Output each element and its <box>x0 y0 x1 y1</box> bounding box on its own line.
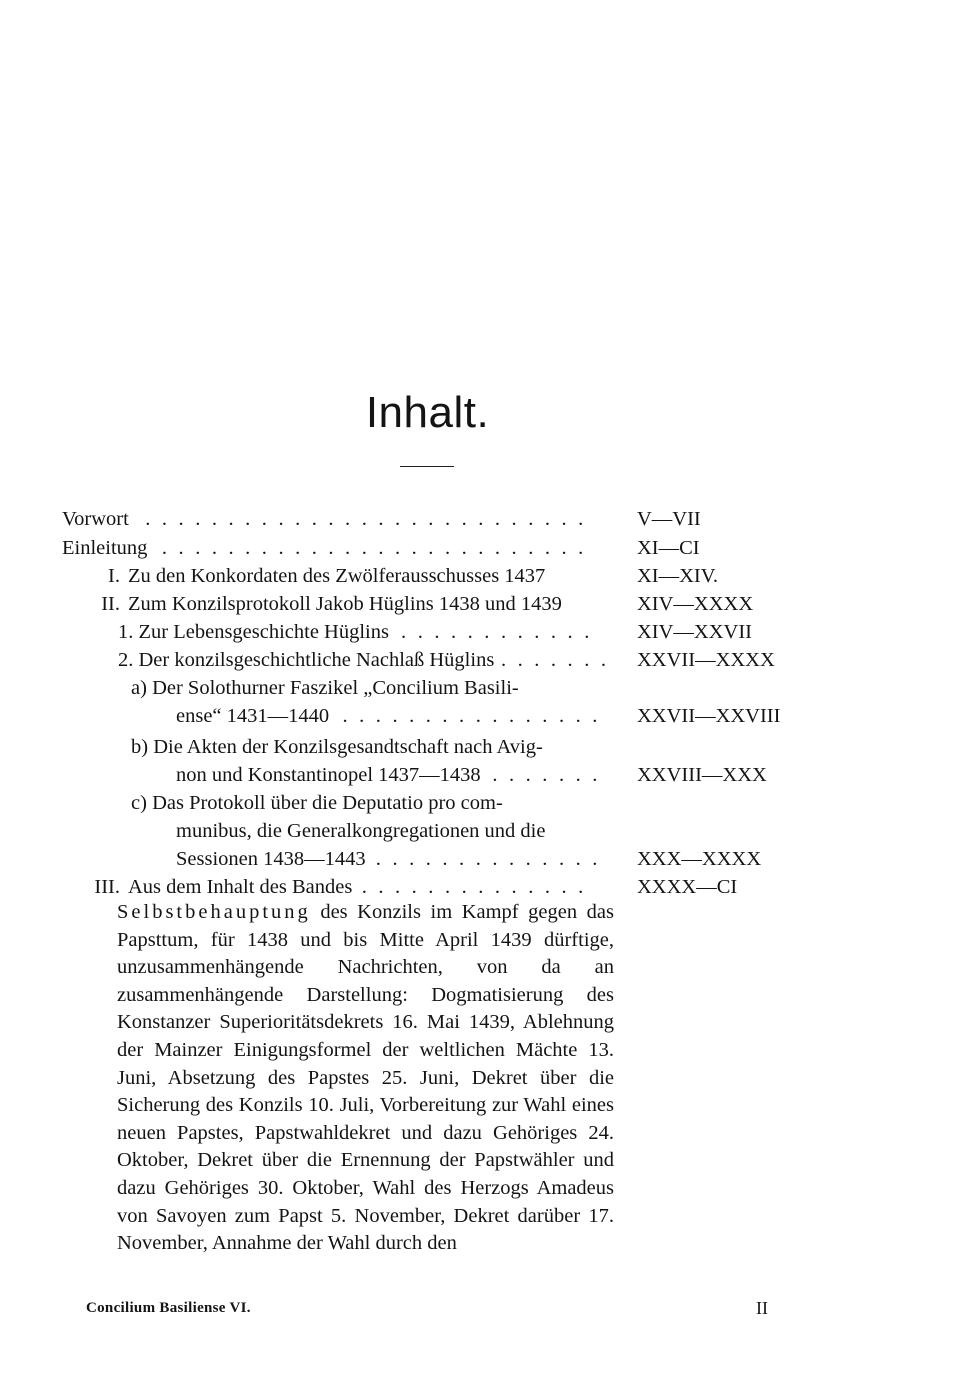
toc-entry-text: Zu den Konkordaten des Zwölferausschusses 1437 <box>128 565 546 587</box>
toc-entry-vorwort <box>62 505 590 533</box>
toc-entry-text: ense“ 1431—1440 <box>176 705 333 727</box>
toc-entry-item-c <box>131 789 621 817</box>
title-rule <box>400 466 454 467</box>
toc-entry-label: Der konzilsgeschichtliche Nachlaß Hüglins <box>138 649 495 671</box>
toc-entry-text <box>118 649 498 671</box>
toc-entry-pages: XXVIII—XXX <box>637 764 767 786</box>
toc-entry-section-3 <box>62 873 590 901</box>
toc-entry-number: 1. <box>118 621 134 643</box>
toc-entry-number: I. <box>108 565 120 587</box>
summary-text: des Konzils im Kampf gegen das Papsttum, für 1438 und bis Mitte April 1439 dürftige, unzusammenhängende Nachrichten, von da an zusammenhängende Darstellung: Dogmatisierung des Konstanzer Superioritätsdekrets 16. Mai 1439, Ablehnung der Mainzer Einigungsformel der weltlichen Mächte 13. Juni, Absetzung des Papstes 25. Juni, Dekret über die Sicherung des Konzils 10. Juli, Vorbereitung zur Wahl eines neuen Papstes, Papstwahldekret und dazu Gehöriges 24. Oktober, Dekret über die Ernennung der Papstwähler und dazu Gehöriges 30. Oktober, Wahl des Herzogs Amadeus von Savoyen zum Papst 5. November, Dekret darüber 17. November, Annahme der Wahl durch den <box>117 901 614 1255</box>
toc-entry-text: Das Protokoll über die Deputatio pro com- <box>152 792 503 814</box>
toc-entry-subsection-1 <box>118 618 590 646</box>
toc-entry-label: Zur Lebensgeschichte Hüglins <box>138 621 389 643</box>
toc-entry-text: Vorwort <box>62 508 133 530</box>
toc-entry-text: Einleitung <box>62 537 151 559</box>
toc-entry-number: a) <box>131 677 147 699</box>
toc-entry-text <box>62 876 356 898</box>
toc-entry-pages: XXVII—XXVIII <box>637 705 781 727</box>
footer-signature: II <box>756 1298 768 1318</box>
summary-lead: Selbstbehauptung <box>117 901 311 923</box>
footer-title: Concilium Basiliense VI. <box>86 1300 251 1316</box>
toc-entry-pages: XXX—XXXX <box>637 848 762 870</box>
toc-entry-item-b <box>131 733 621 761</box>
toc-entry-number: II. <box>101 593 120 615</box>
toc-entry-item-c-cont <box>176 817 621 845</box>
toc-entry-pages: XIV—XXXX <box>637 593 754 615</box>
toc-entry-einleitung <box>62 534 590 562</box>
toc-entry-text <box>118 621 393 643</box>
toc-entry-number: 2. <box>118 649 134 671</box>
section-summary <box>117 899 614 1258</box>
toc-entry-number: c) <box>131 792 147 814</box>
toc-entry-pages: XXXX—CI <box>637 876 738 898</box>
toc-entry-text: non und Konstantinopel 1437—1438 <box>176 764 485 786</box>
toc-entry-item-b-cont <box>176 761 610 789</box>
toc-entry-text: Die Akten der Konzilsgesandtschaft nach Avig- <box>153 736 543 758</box>
toc-entry-pages: V—VII <box>637 508 701 530</box>
page-title: Inhalt. <box>365 388 490 437</box>
toc-entry-pages: XXVII—XXXX <box>637 649 775 671</box>
toc-entry-item-a-cont <box>176 702 610 730</box>
toc-entry-item-c-cont2 <box>176 845 610 873</box>
toc-entry-pages: XI—CI <box>637 537 700 559</box>
toc-entry-item-a <box>131 674 621 702</box>
toc-entry-section-2 <box>62 590 622 618</box>
toc-entry-number: III. <box>94 876 120 898</box>
toc-entry-text: Zum Konzilsprotokoll Jakob Hüglins 1438 und 1439 <box>128 593 562 615</box>
toc-entry-number: b) <box>131 736 149 758</box>
toc-entry-subsection-2 <box>118 646 610 674</box>
toc-entry-text: Sessionen 1438—1443 <box>176 848 370 870</box>
toc-entry-label: Aus dem Inhalt des Bandes <box>128 876 353 898</box>
toc-entry-text: Der Solothurner Faszikel „Concilium Basili- <box>152 677 519 699</box>
toc-entry-pages: XI—XIV. <box>637 565 719 587</box>
toc-entry-pages: XIV—XXVII <box>637 621 753 643</box>
toc-entry-text: munibus, die Generalkongregationen und die <box>176 820 546 842</box>
toc-entry-section-1 <box>62 562 622 590</box>
